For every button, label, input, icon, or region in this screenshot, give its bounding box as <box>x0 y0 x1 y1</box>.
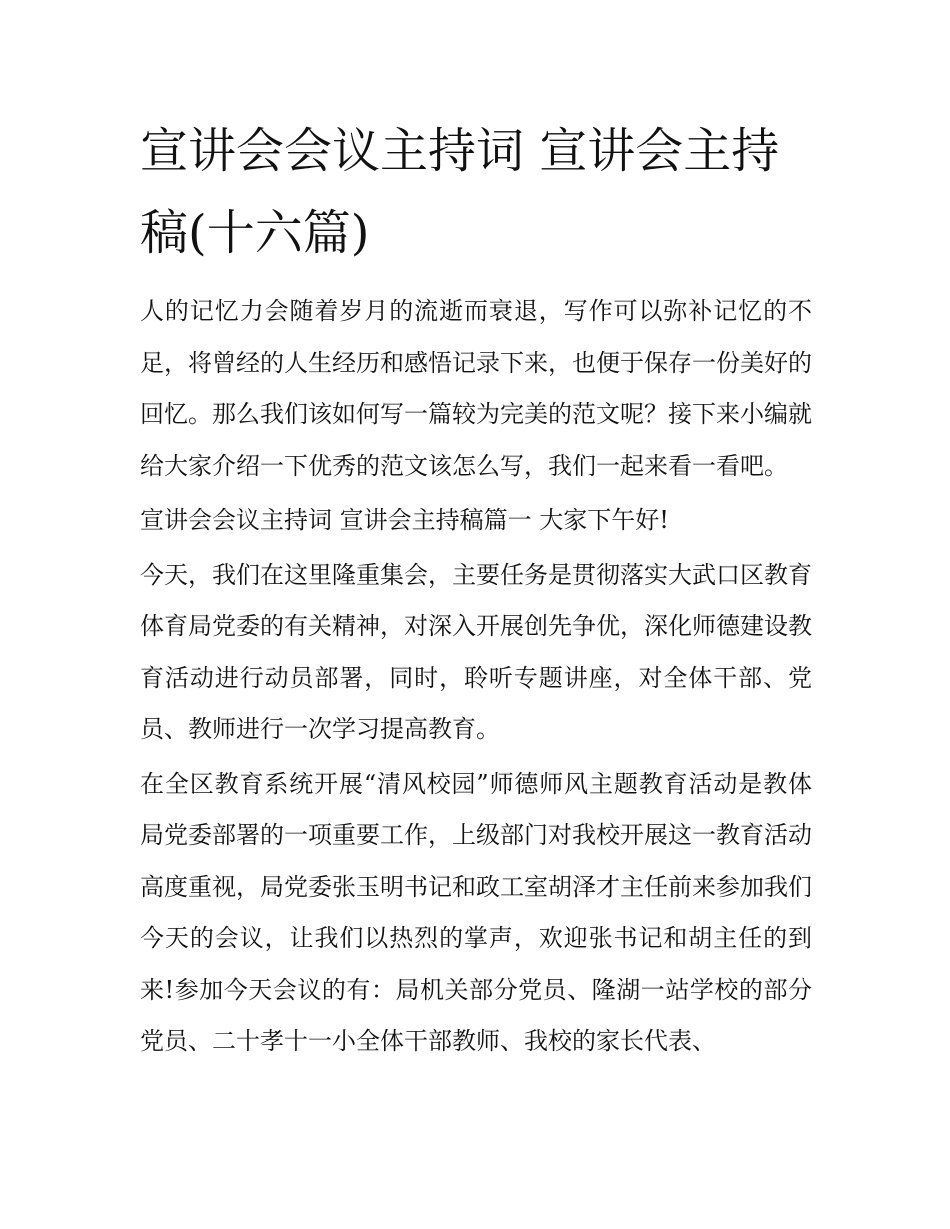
document-page <box>140 110 812 1071</box>
body-paragraph: 今天，我们在这里隆重集会，主要任务是贯彻落实大武口区教育体育局党委的有关精神，对深入开展创先争优，深化师德建设教育活动进行动员部署，同时，聆听专题讲座，对全体干部、党员、教师进行一次学习提高教育。 <box>140 560 812 743</box>
section-heading-paragraph: 宣讲会会议主持词 宣讲会主持稿篇一 大家下午好! <box>140 506 669 534</box>
body-paragraph: 在全区教育系统开展“清风校园”师德师风主题教育活动是教体局党委部署的一项重要工作，上级部门对我校开展这一教育活动高度重视，局党委张玉明书记和政工室胡泽才主任前来参加我们今天的会议，让我们以热烈的掌声，欢迎张书记和胡主任的到来!参加今天会议的有：局机关部分党员、隆湖一站学校的部分党员、二十孝十一小全体干部教师、我校的家长代表、 <box>140 769 812 1055</box>
intro-paragraph: 人的记忆力会随着岁月的流逝而衰退，写作可以弥补记忆的不足，将曾经的人生经历和感悟记录下来，也便于保存一份美好的回忆。那么我们该如何写一篇较为完美的范文呢？接下来小编就给大家介绍一下优秀的范文该怎么写，我们一起来看一看吧。 <box>140 297 812 480</box>
document-title: 宣讲会会议主持词 宣讲会主持稿(十六篇) <box>140 123 780 261</box>
